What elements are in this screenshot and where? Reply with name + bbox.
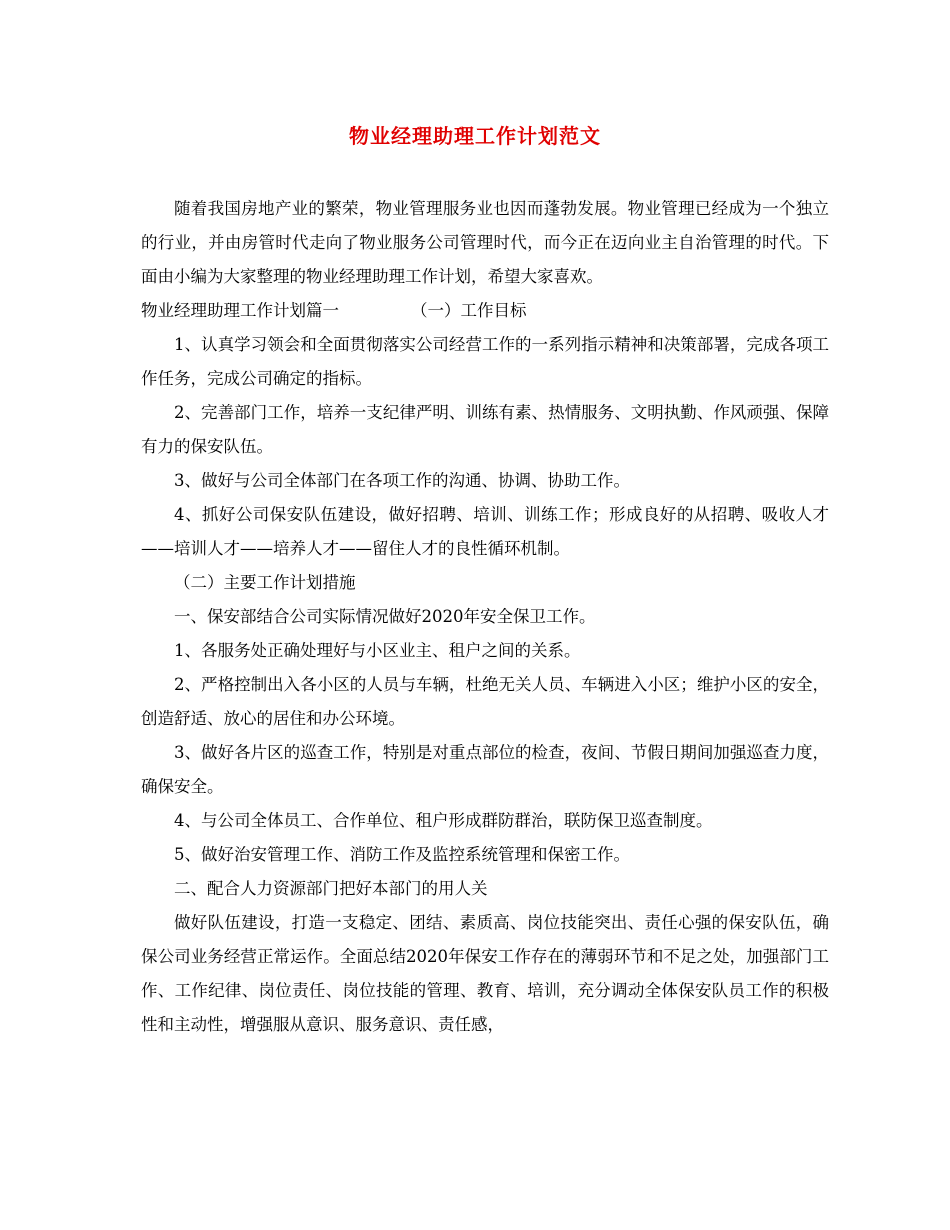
goal-item: 2、完善部门工作，培养一支纪律严明、训练有素、热情服务、文明执勤、作风顽强、保障有力的保安队伍。	[141, 403, 829, 456]
measure-item: 4、与公司全体员工、合作单位、租户形成群防群治，联防保卫巡查制度。	[174, 811, 713, 830]
part-heading: 一、保安部结合公司实际情况做好2020年安全保卫工作。	[174, 607, 596, 626]
measure-item: 1、各服务处正确处理好与小区业主、租户之间的关系。	[174, 641, 581, 660]
subsection-title-goals: （一）工作目标	[411, 301, 527, 320]
section-heading-line	[141, 294, 829, 328]
measure-item: 2、严格控制出入各小区的人员与车辆，杜绝无关人员、车辆进入小区；维护小区的安全，创造舒适、放心的居住和办公环境。	[141, 675, 829, 728]
intro-paragraph: 随着我国房地产业的繁荣，物业管理服务业也因而蓬勃发展。物业管理已经成为一个独立的行业，并由房管时代走向了物业服务公司管理时代，而今正在迈向业主自治管理的时代。下面由小编为大家整理的物业经理助理工作计划，希望大家喜欢。	[141, 199, 829, 286]
part-heading: 二、配合人力资源部门把好本部门的用人关	[174, 879, 488, 898]
body-paragraph: 做好队伍建设，打造一支稳定、团结、素质高、岗位技能突出、责任心强的保安队伍，确保公司业务经营正常运作。全面总结2020年保安工作存在的薄弱环节和不足之处，加强部门工作、工作纪律、岗位责任、岗位技能的管理、教育、培训，充分调动全体保安队员工作的积极性和主动性，增强服从意识、服务意识、责任感，	[141, 913, 829, 1034]
document-title: 物业经理助理工作计划范文	[349, 124, 601, 148]
subsection-title-measures: （二）主要工作计划措施	[174, 573, 356, 592]
goal-item: 4、抓好公司保安队伍建设，做好招聘、培训、训练工作；形成良好的从招聘、吸收人才——培训人才——培养人才——留住人才的良性循环机制。	[141, 505, 829, 558]
document-body	[141, 192, 829, 1042]
measure-item: 3、做好各片区的巡查工作，特别是对重点部位的检查，夜间、节假日期间加强巡查力度，确保安全。	[141, 743, 829, 796]
measure-item: 5、做好治安管理工作、消防工作及监控系统管理和保密工作。	[174, 845, 630, 864]
goal-item: 3、做好与公司全体部门在各项工作的沟通、协调、协助工作。	[174, 471, 630, 490]
goal-item: 1、认真学习领会和全面贯彻落实公司经营工作的一系列指示精神和决策部署，完成各项工作任务，完成公司确定的指标。	[141, 335, 829, 388]
section-title: 物业经理助理工作计划篇一	[141, 301, 339, 320]
